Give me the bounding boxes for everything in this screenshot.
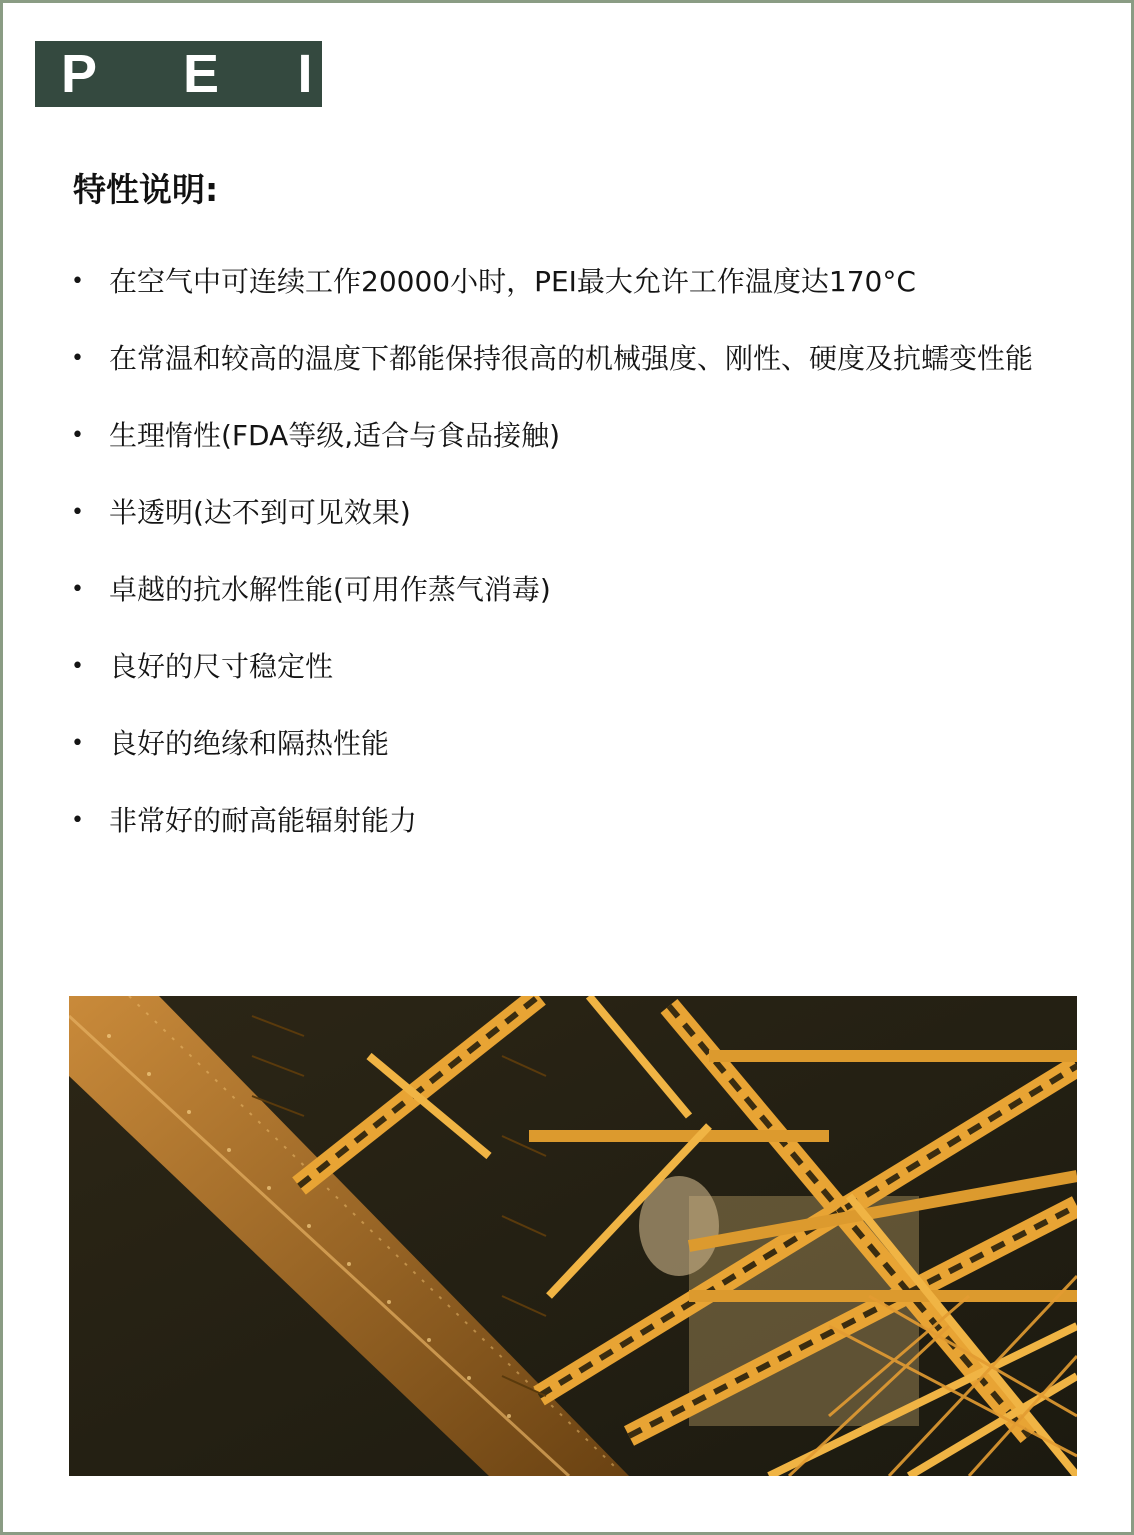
feature-item — [63, 782, 1063, 859]
feature-text: 卓越的抗水解性能(可用作蒸气消毒) — [109, 573, 551, 606]
bullet-icon: • — [71, 731, 84, 756]
bullet-icon: • — [71, 500, 84, 525]
bullet-icon: • — [71, 654, 84, 679]
steel-truss-photo — [69, 996, 1077, 1476]
bullet-icon: • — [71, 808, 84, 833]
badge-letter-p: P — [60, 44, 98, 104]
feature-text: 非常好的耐高能辐射能力 — [109, 804, 418, 837]
steel-truss-illustration — [69, 996, 1077, 1476]
feature-item — [63, 705, 1063, 782]
badge-letter-e: E — [182, 44, 220, 104]
feature-item — [63, 551, 1063, 628]
bullet-icon: • — [71, 269, 84, 294]
feature-text: 半透明(达不到可见效果) — [109, 496, 411, 529]
feature-text: 在常温和较高的温度下都能保持很高的机械强度、刚性、硬度及抗蠕变性能 — [109, 342, 1034, 375]
pei-title-badge — [35, 41, 322, 107]
feature-text: 良好的绝缘和隔热性能 — [109, 727, 390, 760]
feature-item — [63, 474, 1063, 551]
bullet-icon: • — [71, 577, 84, 602]
section-heading: 特性说明: — [73, 170, 219, 209]
bullet-icon: • — [71, 423, 84, 448]
feature-text: 在空气中可连续工作20000小时，PEI最大允许工作温度达170°C — [109, 265, 916, 298]
feature-list — [63, 243, 1063, 859]
feature-item — [63, 320, 1063, 397]
feature-text: 生理惰性(FDA等级,适合与食品接触) — [109, 419, 561, 452]
bullet-icon: • — [71, 346, 84, 371]
feature-item — [63, 397, 1063, 474]
badge-letter-i: I — [297, 44, 313, 104]
feature-item — [63, 243, 1063, 320]
feature-text: 良好的尺寸稳定性 — [109, 650, 334, 683]
feature-item — [63, 628, 1063, 705]
